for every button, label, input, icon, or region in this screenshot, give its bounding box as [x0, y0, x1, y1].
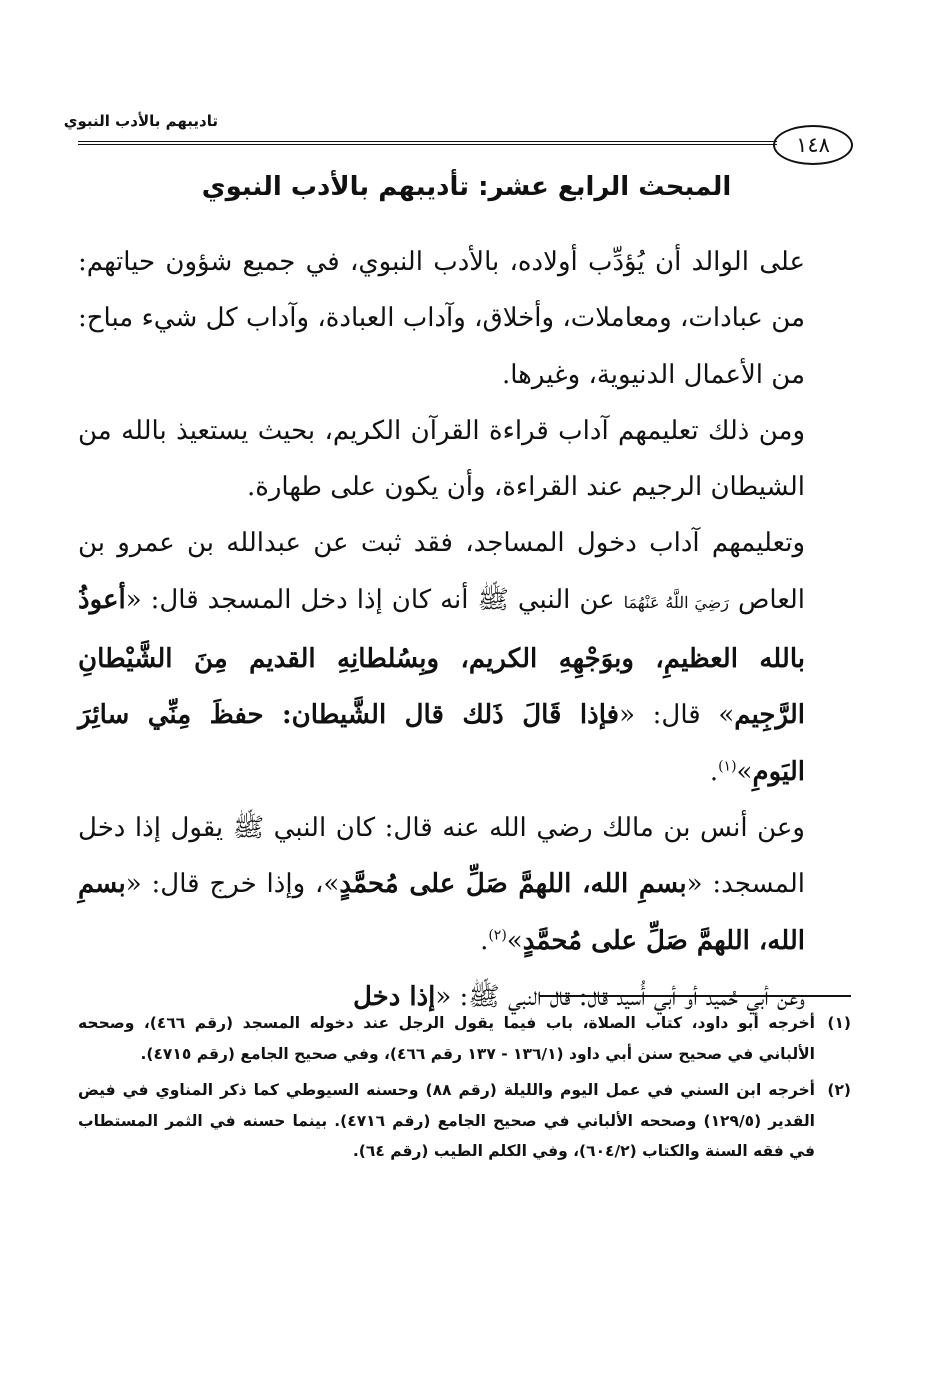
page-number: ١٤٨ [773, 125, 853, 165]
paragraph-2: ومن ذلك تعليمهم آداب قراءة القرآن الكريم، بحيث يستعيذ بالله من الشيطان الرجيم عند القراءة، وأن يكون على طهارة. [78, 415, 805, 503]
paragraph-3 [78, 515, 851, 799]
hadith-quote: إذا دخل [352, 981, 436, 1012]
footnote-rule [539, 995, 851, 997]
section-heading: المبحث الرابع عشر: تأديبهم بالأدب النبوي [201, 172, 732, 202]
running-title: تاديبهم بالأدب النبوي [63, 112, 218, 130]
hadith-quote: بسمِ الله، اللهمَّ صَلِّ على مُحمَّدٍ [78, 869, 805, 956]
body-text [78, 234, 851, 1025]
paragraph-5-lead: وعن أبي حُميد أو أبي أُسيد قال: قال النبي ﷺ: « [435, 981, 805, 1012]
paragraph-1: على الوالد أن يُؤدِّب أولاده، بالأدب النبوي، في جميع شؤون حياتهم: من عبادات، ومعاملات، وأخلاق، وآداب العبادة، وآداب كل شيء مباح: من الأعمال الدنيوية، وغيرها. [78, 247, 805, 390]
footnote-2 [78, 1075, 851, 1167]
paragraph-3-mid: عن النبي ﷺ أنه كان إذا دخل المسجد قال: « [125, 584, 615, 615]
footnote-marker: (١) [827, 1014, 851, 1032]
footnotes [78, 1008, 851, 1173]
quote-close: » [506, 925, 523, 956]
paragraph-end: . [709, 756, 719, 787]
footnote-text: أخرجه ابن السني في عمل اليوم والليلة (رقم ٨٨) وحسنه السيوطي كما ذكر المناوي في فيض القدير (١٢٩/٥) وصححه الألباني في صحيح الجامع (رقم ٤٧١٦). بينما حسنه في الثمر المستطاب في فقه السنة والكتاب (٦٠٤/٢)، وفي الكلم الطيب (رقم ٦٤). [78, 1081, 815, 1160]
honorific: رَضِيَ اللَّهُ عَنْهُمَا [623, 592, 729, 612]
footnote-marker: (٢) [827, 1081, 851, 1099]
footnote-reference[interactable]: (١) [718, 758, 737, 775]
quote-close: » [736, 756, 753, 787]
paragraph-3-join: » قال: « [619, 700, 735, 731]
paragraph-4 [78, 800, 851, 969]
header-rule [78, 141, 777, 145]
paragraph-3-lead: وتعليمهم آداب دخول المساجد، فقد ثبت عن عبدالله بن عمرو بن العاص [78, 528, 806, 615]
hadith-quote: بسمِ الله، اللهمَّ صَلِّ على مُحمَّدٍ [339, 869, 687, 900]
hadith-quote: فإذا قَالَ ذَلك قال الشَّيطان: حفظَ مِنِّي سائِرَ اليَومِ [78, 700, 805, 787]
paragraph-4-lead: وعن أنس بن مالك رضي الله عنه قال: كان النبي ﷺ يقول إذا دخل المسجد: « [78, 812, 805, 900]
footnote-reference[interactable]: (٢) [488, 926, 507, 943]
paragraph-end: . [480, 925, 489, 956]
footnote-1 [78, 1008, 851, 1069]
hadith-quote: أعوذُ بالله العظيمِ، وبوَجْهِهِ الكريم، وبِسُلطانِهِ القديم مِنَ الشَّيْطانِ الرَّجِيم [78, 584, 805, 731]
footnote-text: أخرجه أبو داود، كتاب الصلاة، باب فيما يقول الرجل عند دخوله المسجد (رقم ٤٦٦)، وصححه الألباني في صحيح سنن أبي داود (١٣٦/١ - ١٣٧ رقم ٤٦٦)، وفي صحيح الجامع (رقم ٤٧١٥). [78, 1014, 815, 1063]
paragraph-4-mid: »، وإذا خرج قال: « [125, 869, 340, 900]
